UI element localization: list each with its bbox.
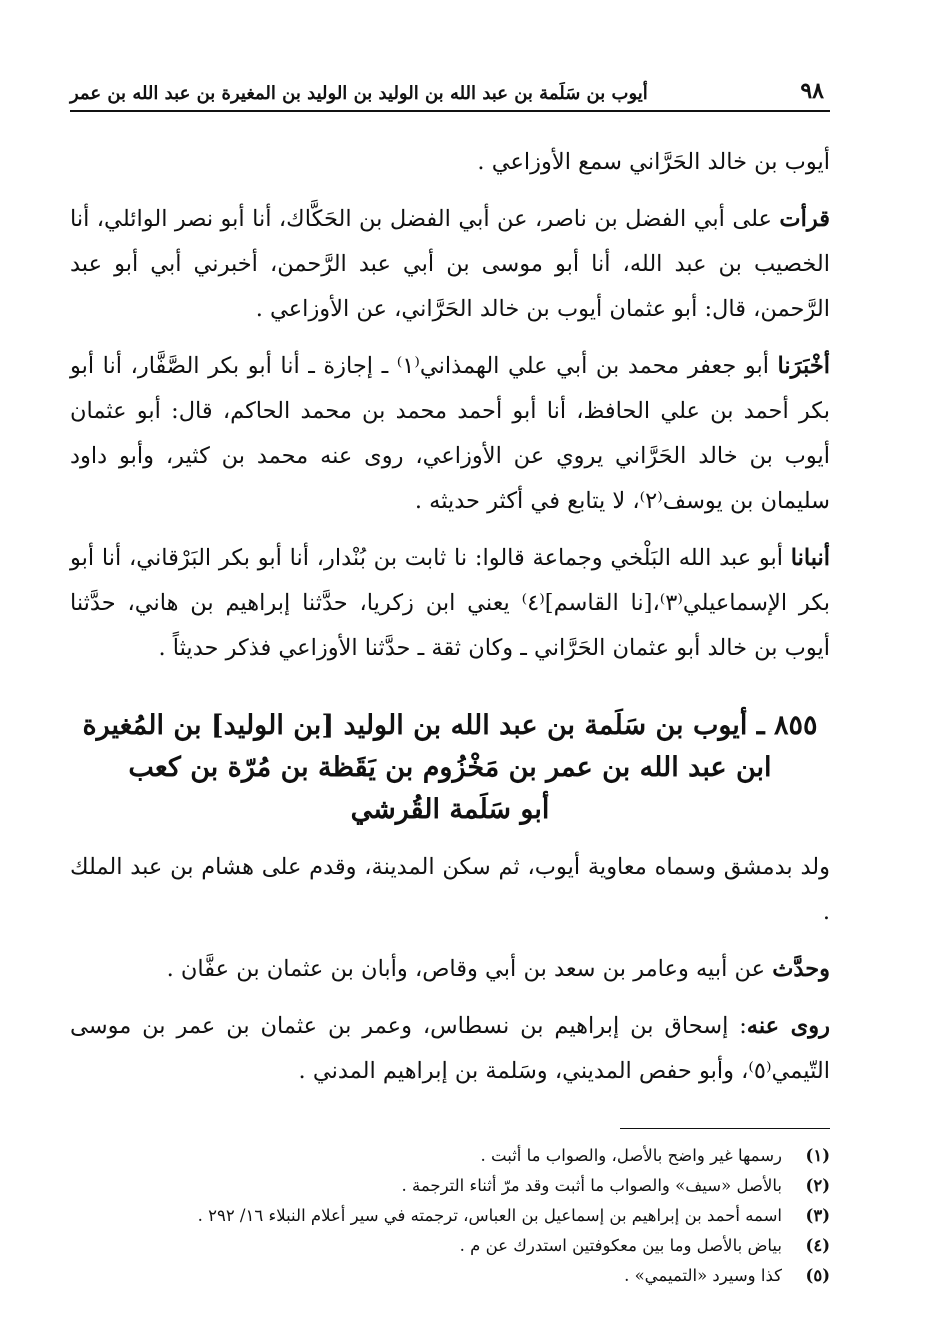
- footnotes-rule: [620, 1128, 830, 1129]
- entry-heading: [70, 705, 830, 831]
- paragraph-lead: أخْبَرَنا: [777, 353, 830, 379]
- footnote: [70, 1201, 830, 1231]
- footnote-number: (٢): [805, 1176, 830, 1195]
- paragraph-lead: أنبانا: [790, 545, 830, 571]
- entry-paragraph: [70, 845, 830, 935]
- footnote-text: كذا وسيرد «التميمي» .: [624, 1266, 782, 1285]
- paragraph-lead: روى عنه: [746, 1013, 830, 1039]
- footnote-number: (٤): [805, 1236, 830, 1255]
- paragraph: [70, 344, 830, 524]
- paragraph: [70, 536, 830, 671]
- book-page: [70, 62, 830, 1291]
- footnote-text: بياض بالأصل وما بين معكوفتين استدرك عن م .: [459, 1236, 782, 1255]
- footnote: [70, 1231, 830, 1261]
- paragraph-text: على أبي الفضل بن ناصر، عن أبي الفضل بن الحَكَّاك، أنا أبو نصر الوائلي، أنا الخصيب بن عبد الله، أنا أبو موسى بن أبي عبد الرَّحمن، أخبرني أبي أبو عبد الرَّحمن، قال: أبو عثمان أيوب بن خالد الحَرَّاني، عن الأوزاعي .: [70, 206, 830, 322]
- paragraph-text: أيوب بن خالد الحَرَّاني سمع الأوزاعي .: [477, 149, 830, 175]
- paragraph-text: : إسحاق بن إبراهيم بن نسطاس، وعمر بن عثمان بن عمر بن موسى التّيمي⁽٥⁾، وأبو حفص المديني، وسَلمة بن إبراهيم المدني .: [70, 1013, 830, 1084]
- footnote-number: (١): [805, 1146, 830, 1165]
- page-number: ٩٨: [800, 78, 824, 104]
- header-rule: [70, 110, 830, 112]
- running-head: [70, 62, 830, 104]
- paragraph: [70, 140, 830, 185]
- entry-heading-line: أبو سَلَمة القُرشي: [350, 794, 550, 825]
- paragraph-lead: وحدَّث: [772, 956, 830, 982]
- entry-paragraph: [70, 1004, 830, 1094]
- paragraph-text: أبو عبد الله البَلْخي وجماعة قالوا: نا ثابت بن بُنْدار، أنا أبو بكر البَرْقاني، أنا أبو بكر الإسماعيلي⁽٣⁾،[نا القاسم]⁽٤⁾ يعني ابن زكريا، حدَّثنا إبراهيم بن هاني، حدَّثنا أيوب بن خالد أبو عثمان الحَرَّاني ـ وكان ثقة ـ حدَّثنا الأوزاعي فذكر حديثاً .: [70, 545, 831, 661]
- footnote-number: (٥): [805, 1266, 830, 1285]
- footnote-text: اسمه أحمد بن إبراهيم بن إسماعيل بن العباس، ترجمته في سير أعلام النبلاء ١٦/ ٢٩٢ .: [197, 1206, 782, 1225]
- paragraph-text: أبو جعفر محمد بن أبي علي الهمذاني⁽١⁾ ـ إجازة ـ أنا أبو بكر الصَّفَّار، أنا أبو بكر أحمد بن علي الحافظ، أنا أبو أحمد محمد بن محمد الحاكم، قال: أبو عثمان أيوب بن خالد الحَرَّاني يروي عن الأوزاعي، روى عنه محمد بن كثير، وأبو داود سليمان بن يوسف⁽٢⁾، لا يتابع في أكثر حديثه .: [70, 353, 830, 514]
- footnote: [70, 1171, 830, 1201]
- footnotes: [70, 1141, 830, 1291]
- footnote-text: بالأصل «سيف» والصواب ما أثبت وقد مرّ أثناء الترجمة .: [401, 1176, 782, 1195]
- body-text: [70, 140, 830, 1094]
- paragraph: [70, 197, 830, 332]
- paragraph-text: ولد بدمشق وسماه معاوية أيوب، ثم سكن المدينة، وقدم على هشام بن عبد الملك .: [70, 854, 830, 925]
- footnote: [70, 1141, 830, 1171]
- running-title: أيوب بن سَلَمة بن عبد الله بن الوليد بن الوليد بن المغيرة بن عبد الله بن عمر: [70, 83, 648, 104]
- paragraph-lead: قرأت: [779, 206, 830, 232]
- entry-heading-line: ابن عبد الله بن عمر بن مَخْزُوم بن يَقَظة بن مُرّة بن كعب: [128, 752, 772, 783]
- footnote-number: (٣): [805, 1206, 830, 1225]
- paragraph-text: عن أبيه وعامر بن سعد بن أبي وقاص، وأبان بن عثمان بن عفَّان .: [166, 956, 773, 982]
- footnote: [70, 1261, 830, 1291]
- entry-heading-line: ٨٥٥ ـ أيوب بن سَلَمة بن عبد الله بن الوليد [بن الوليد] بن المُغيرة: [82, 710, 818, 741]
- entry-paragraph: [70, 947, 830, 992]
- footnote-text: رسمها غير واضح بالأصل، والصواب ما أثبت .: [480, 1146, 782, 1165]
